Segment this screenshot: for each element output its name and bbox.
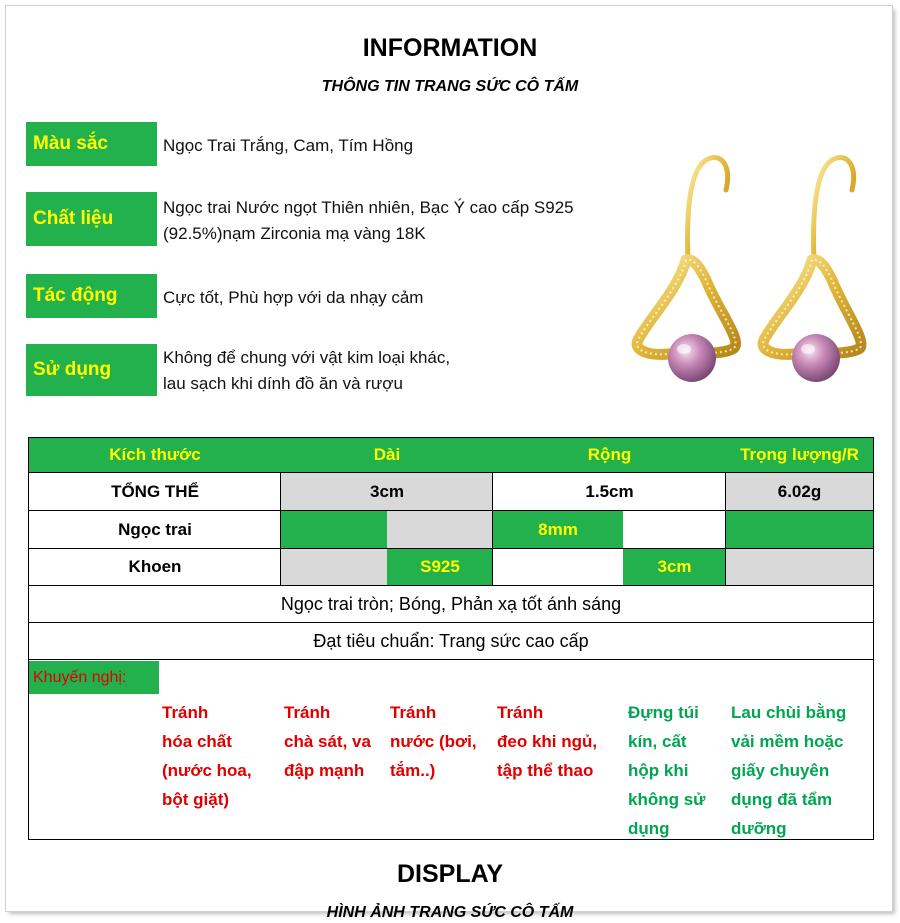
row-hook-size: 3cm — [623, 549, 726, 585]
recommendation-line: (nước hoa, — [162, 761, 252, 780]
spec-value-line: Ngọc Trai Trắng, Cam, Tím Hồng — [163, 136, 414, 155]
recommendation-item — [162, 698, 252, 814]
recommendation-line: tắm..) — [390, 761, 436, 780]
spec-value-material — [163, 195, 574, 247]
spec-value-line: Cực tốt, Phù hợp với da nhạy cảm — [163, 288, 424, 307]
recommendation-line: kín, cất — [628, 732, 687, 751]
row-hook-cell — [281, 549, 387, 585]
table-header-length: Dài — [281, 438, 493, 472]
recommendation-line: đeo khi ngủ, — [497, 732, 598, 751]
recommendation-line: Đựng túi — [628, 703, 699, 722]
recommendation-line: tập thể thao — [497, 761, 594, 780]
page-subtitle: THÔNG TIN TRANG SỨC CÔ TẤM — [321, 78, 579, 95]
spec-value-effect — [163, 285, 423, 311]
recommendation-item — [731, 698, 846, 843]
divider — [492, 472, 493, 585]
divider — [725, 472, 726, 585]
divider — [28, 548, 874, 549]
recommendation-line: hóa chất — [162, 732, 232, 751]
recommendation-line: dụng đã tẩm — [731, 790, 833, 809]
display-title: DISPLAY — [396, 860, 504, 888]
recommendation-line: hộp khi — [628, 761, 689, 780]
row-pearl-cell — [387, 511, 493, 548]
table-note-standard: Đạt tiêu chuẩn: Trang sức cao cấp — [313, 631, 589, 651]
divider — [28, 659, 874, 660]
recommendation-item — [497, 698, 597, 785]
row-pearl-cell — [726, 511, 873, 548]
recommendation-line: Lau chùi bằng — [731, 703, 847, 722]
row-pearl-cell — [623, 511, 726, 548]
earring-right — [763, 158, 861, 382]
row-hook-name: Khoen — [128, 557, 182, 576]
table-header-width: Rộng — [493, 438, 726, 472]
spec-label-color: Màu sắc — [26, 122, 157, 166]
spec-label-material: Chất liệu — [26, 192, 157, 246]
spec-label-effect: Tác động — [26, 274, 157, 318]
recommendation-line: bột giặt) — [162, 790, 230, 809]
divider — [28, 585, 874, 586]
spec-value-line: lau sạch khi dính đồ ăn và rượu — [163, 374, 403, 393]
divider — [28, 622, 874, 623]
spec-value-line: Ngọc trai Nước ngọt Thiên nhiên, Bạc Ý cao cấp S925 — [163, 198, 574, 217]
spec-value-usage — [163, 345, 450, 397]
divider — [28, 472, 874, 473]
page-title: INFORMATION — [362, 34, 538, 62]
display-subtitle: HÌNH ẢNH TRANG SỨC CÔ TẤM — [326, 904, 574, 921]
row-pearl-name: Ngọc trai — [118, 519, 192, 539]
recommendation-line: dụng — [628, 819, 670, 838]
divider — [28, 510, 874, 511]
earrings-image — [628, 150, 868, 410]
recommendation-line: Tránh — [162, 703, 209, 722]
recommendation-line: không sử — [628, 790, 706, 809]
earring-left — [637, 158, 736, 382]
table-header-size: Kích thước — [29, 438, 281, 472]
recommendation-line: đập mạnh — [284, 761, 365, 780]
recommendation-line: Tránh — [497, 703, 544, 722]
recommendation-item — [628, 698, 705, 843]
row-hook-cell — [726, 549, 873, 585]
row-overall-weight: 6.02g — [726, 473, 873, 510]
spec-value-line: Không để chung với vật kim loại khác, — [163, 348, 451, 367]
recommendation-item — [390, 698, 477, 785]
recommendation-line: giấy chuyên — [731, 761, 830, 780]
recommendation-line: nước (bơi, — [390, 732, 477, 751]
recommendation-line: Tránh — [390, 703, 437, 722]
table-header-weight: Trọng lượng/R — [726, 438, 873, 472]
row-pearl-cell — [281, 511, 387, 548]
recommendation-line: vải mềm hoặc — [731, 732, 844, 751]
table-note-pearl: Ngọc trai tròn; Bóng, Phản xạ tốt ánh sáng — [280, 594, 622, 614]
recommendation-line: Tránh — [284, 703, 331, 722]
spec-value-line: (92.5%)nạm Zirconia mạ vàng 18K — [163, 224, 426, 243]
recommendation-item — [284, 698, 371, 785]
spec-value-color — [163, 133, 413, 159]
row-hook-cell — [493, 549, 623, 585]
divider — [280, 472, 281, 585]
row-pearl-value: 8mm — [493, 511, 623, 548]
recommendation-label: Khuyến nghị: — [29, 661, 159, 694]
row-overall-name: TỔNG THỂ — [111, 481, 199, 501]
recommendation-line: dưỡng — [731, 819, 787, 838]
spec-label-usage: Sử dụng — [26, 344, 157, 396]
recommendation-line: chà sát, va — [284, 732, 371, 751]
row-hook-material: S925 — [387, 549, 493, 585]
row-overall-length: 3cm — [281, 473, 493, 510]
row-overall-width: 1.5cm — [585, 481, 634, 501]
